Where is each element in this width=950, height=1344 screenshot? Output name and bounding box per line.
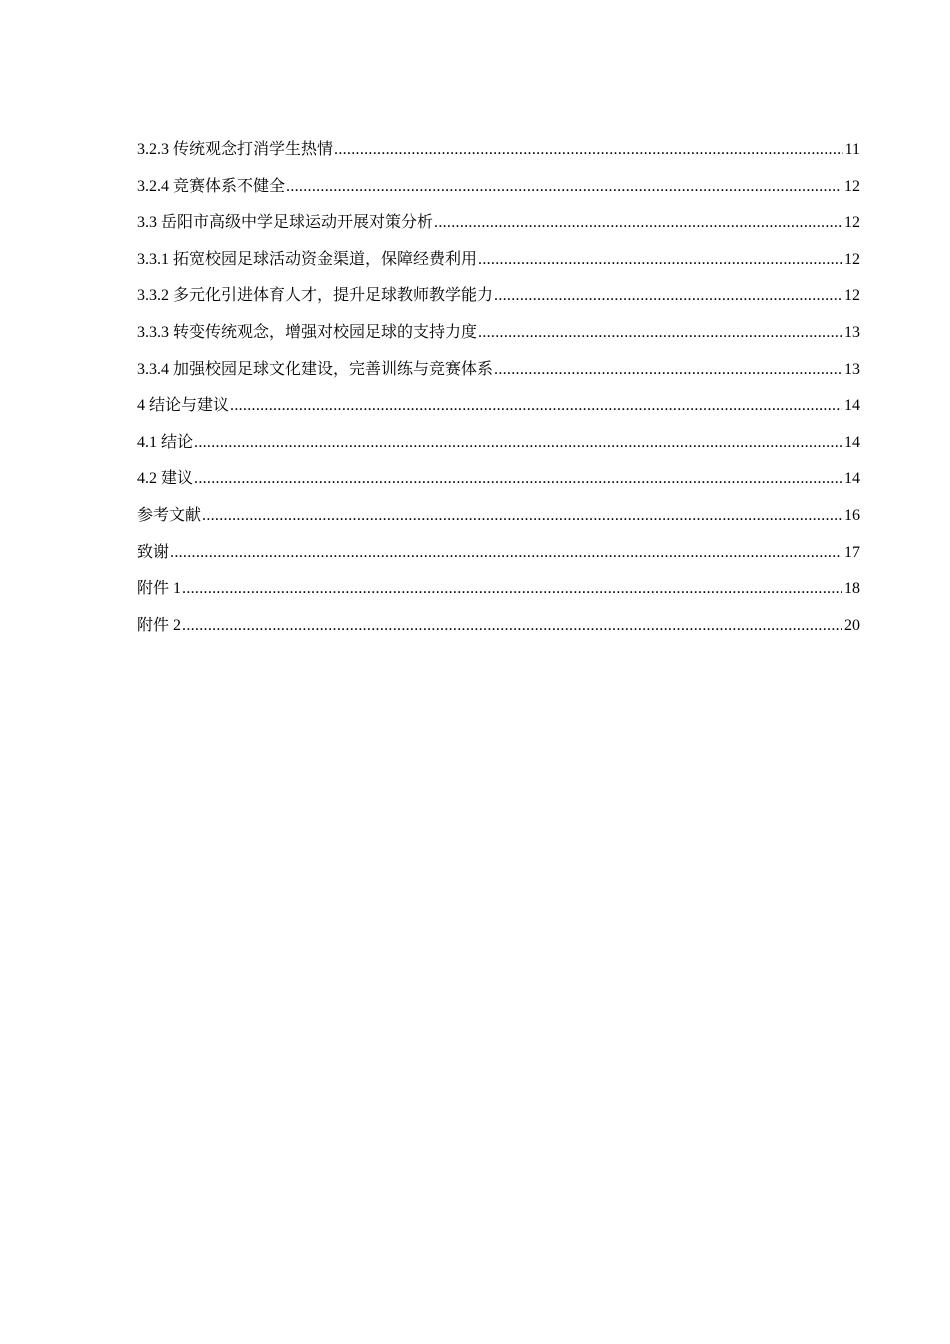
toc-entry[interactable] bbox=[137, 278, 860, 315]
toc-entry[interactable] bbox=[137, 205, 860, 242]
toc-entry-title: 3.3 岳阳市高级中学足球运动开展对策分析 bbox=[137, 214, 434, 232]
toc-entry-page: 13 bbox=[844, 323, 860, 341]
toc-entry-title: 4.2 建议 bbox=[137, 470, 194, 488]
toc-dot-leader bbox=[494, 278, 842, 315]
toc-dot-leader bbox=[478, 315, 842, 352]
toc-dot-leader bbox=[194, 461, 842, 498]
toc-entry-page: 12 bbox=[844, 177, 860, 195]
toc-entry-title: 附件 1 bbox=[137, 580, 182, 598]
toc-entry-page: 12 bbox=[844, 250, 860, 268]
toc-entry-title: 3.3.2 多元化引进体育人才，提升足球教师教学能力 bbox=[137, 287, 494, 305]
toc-entry-page: 12 bbox=[844, 287, 860, 305]
toc-dot-leader bbox=[202, 498, 842, 535]
toc-entry-page: 12 bbox=[844, 214, 860, 232]
toc-entry-page: 18 bbox=[844, 580, 860, 598]
toc-dot-leader bbox=[478, 242, 842, 279]
toc-entry[interactable] bbox=[137, 535, 860, 572]
toc-entry-title: 3.3.4 加强校园足球文化建设，完善训练与竞赛体系 bbox=[137, 360, 494, 378]
toc-entry[interactable] bbox=[137, 315, 860, 352]
toc-entry-title: 4 结论与建议 bbox=[137, 397, 230, 415]
toc-entry-title: 3.2.4 竞赛体系不健全 bbox=[137, 177, 286, 195]
toc-entry-page: 11 bbox=[844, 141, 860, 158]
table-of-contents bbox=[137, 132, 860, 644]
toc-entry-title: 参考文献 bbox=[137, 506, 202, 524]
toc-entry-page: 13 bbox=[844, 360, 860, 378]
toc-entry[interactable] bbox=[137, 132, 860, 169]
toc-entry-title: 3.3.1 拓宽校园足球活动资金渠道，保障经费利用 bbox=[137, 250, 478, 268]
toc-entry-title: 3.3.3 转变传统观念，增强对校园足球的支持力度 bbox=[137, 323, 478, 341]
toc-entry[interactable] bbox=[137, 388, 860, 425]
toc-entry[interactable] bbox=[137, 352, 860, 389]
toc-entry-title: 4.1 结论 bbox=[137, 433, 194, 451]
toc-dot-leader bbox=[182, 571, 842, 608]
toc-entry[interactable] bbox=[137, 498, 860, 535]
toc-entry-title: 3.2.3 传统观念打消学生热情 bbox=[137, 141, 334, 158]
toc-entry[interactable] bbox=[137, 571, 860, 608]
toc-dot-leader bbox=[182, 608, 842, 645]
toc-dot-leader bbox=[434, 205, 842, 242]
toc-dot-leader bbox=[286, 169, 842, 206]
toc-entry[interactable] bbox=[137, 461, 860, 498]
toc-entry-page: 14 bbox=[844, 433, 860, 451]
toc-dot-leader bbox=[194, 425, 842, 462]
toc-dot-leader bbox=[230, 388, 842, 425]
toc-entry[interactable] bbox=[137, 425, 860, 462]
toc-entry-page: 16 bbox=[844, 506, 860, 524]
toc-dot-leader bbox=[494, 352, 842, 389]
toc-entry-page: 14 bbox=[844, 470, 860, 488]
toc-entry-title: 附件 2 bbox=[137, 616, 182, 634]
toc-entry[interactable] bbox=[137, 608, 860, 645]
toc-dot-leader bbox=[334, 132, 843, 169]
toc-entry-title: 致谢 bbox=[137, 543, 170, 561]
toc-entry-page: 17 bbox=[844, 543, 860, 561]
toc-dot-leader bbox=[170, 535, 842, 572]
toc-entry[interactable] bbox=[137, 169, 860, 206]
toc-entry[interactable] bbox=[137, 242, 860, 279]
toc-entry-page: 20 bbox=[844, 616, 860, 634]
toc-entry-page: 14 bbox=[844, 397, 860, 415]
